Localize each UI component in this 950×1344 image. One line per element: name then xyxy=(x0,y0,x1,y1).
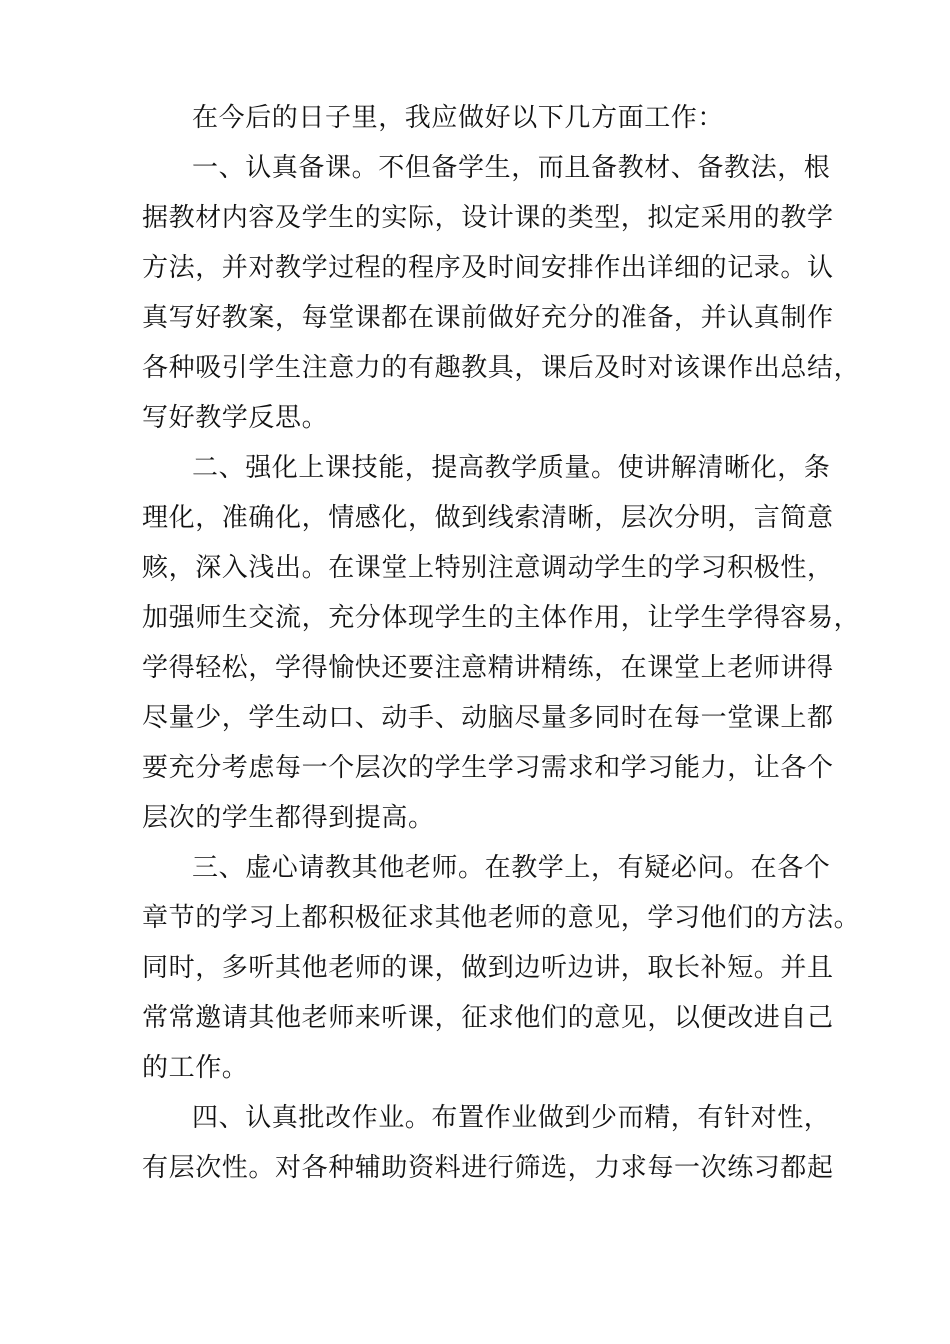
section-1-line: 据教材内容及学生的实际，设计课的类型，拟定采用的教学 xyxy=(142,203,834,233)
section-1-line: 各种吸引学生注意力的有趣教具，课后及时对该课作出总结， xyxy=(142,353,861,383)
section-3-line: 同时，多听其他老师的课，做到边听边讲，取长补短。并且 xyxy=(142,953,834,983)
section-1-line: 真写好教案，每堂课都在课前做好充分的准备，并认真制作 xyxy=(142,303,834,333)
section-2-line: 学得轻松，学得愉快还要注意精讲精练，在课堂上老师讲得 xyxy=(142,653,834,683)
section-2-line: 层次的学生都得到提高。 xyxy=(142,803,435,833)
section-4-heading-line: 四、认真批改作业。布置作业做到少而精，有针对性， xyxy=(192,1103,831,1133)
section-3-line: 的工作。 xyxy=(142,1053,249,1083)
section-2-line: 赅，深入浅出。在课堂上特别注意调动学生的学习积极性， xyxy=(142,553,834,583)
section-2-heading-line: 二、强化上课技能，提高教学质量。使讲解清晰化，条 xyxy=(192,453,831,483)
section-1-heading-line: 一、认真备课。不但备学生，而且备教材、备教法，根 xyxy=(192,153,831,183)
section-2-line: 加强师生交流，充分体现学生的主体作用，让学生学得容易， xyxy=(142,603,861,633)
section-2-line: 尽量少，学生动口、动手、动脑尽量多同时在每一堂课上都 xyxy=(142,703,834,733)
section-3-line: 章节的学习上都积极征求其他老师的意见，学习他们的方法。 xyxy=(142,903,861,933)
section-1-line: 方法，并对教学过程的程序及时间安排作出详细的记录。认 xyxy=(142,253,834,283)
section-2-line: 理化，准确化，情感化，做到线索清晰，层次分明，言简意 xyxy=(142,503,834,533)
section-1-line: 写好教学反思。 xyxy=(142,403,329,433)
section-2-line: 要充分考虑每一个层次的学生学习需求和学习能力，让各个 xyxy=(142,753,834,783)
section-3-line: 常常邀请其他老师来听课，征求他们的意见，以便改进自己 xyxy=(142,1003,834,1033)
section-3-heading-line: 三、虚心请教其他老师。在教学上，有疑必问。在各个 xyxy=(192,853,831,883)
intro-line: 在今后的日子里，我应做好以下几方面工作： xyxy=(192,103,725,133)
section-4-line: 有层次性。对各种辅助资料进行筛选，力求每一次练习都起 xyxy=(142,1153,834,1183)
